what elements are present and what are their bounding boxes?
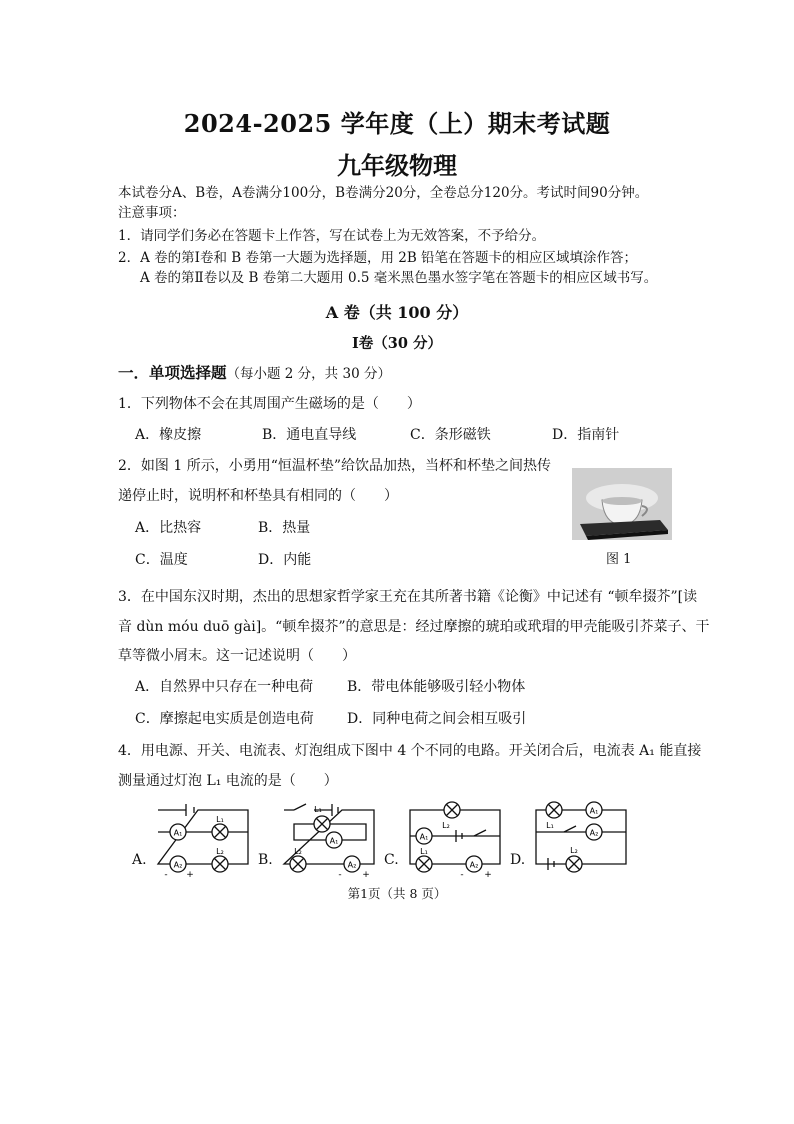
circuit-c-diagram — [402, 796, 508, 878]
notice-item-1: 1．请同学们务必在答题卡上作答，写在试卷上为无效答案，不予给分。 — [118, 228, 546, 244]
exam-title: 2024-2025 学年度（上）期末考试题 — [183, 109, 611, 138]
q3-option-d: D．同种电荷之间会相互吸引 — [347, 711, 527, 727]
q4-stem-1: 4．用电源、开关、电流表、灯泡组成下图中 4 个不同的电路。开关闭合后，电流表 A₁ 能直接 — [118, 743, 702, 759]
ammeter-a2-symbol: A₂ — [173, 860, 183, 870]
minus-sign: - — [164, 870, 168, 878]
section-1-heading — [118, 362, 391, 385]
lamp-l1-label: L₁ — [216, 815, 224, 824]
ammeter-a1-symbol: A₁ — [173, 828, 183, 838]
lamp-l1-label: L₁ — [420, 847, 428, 856]
section-1-label: 一．单项选择题 — [118, 363, 227, 382]
q2-stem-2: 递停止时，说明杯和杯垫具有相同的（ ） — [118, 488, 398, 504]
notice-item-2b: A 卷的第Ⅱ卷以及 B 卷第二大题用 0.5 毫米黑色墨水签字笔在答题卡的相应区域书写。 — [140, 270, 658, 286]
minus-sign: - — [460, 870, 464, 878]
circuit-c-label: C. — [384, 852, 399, 868]
figure-1-caption: 图 1 — [606, 552, 632, 567]
plus-sign: + — [362, 870, 370, 878]
intro-line: 本试卷分A、B卷，A卷满分100分，B卷满分20分，全卷总分120分。考试时间90分钟。 — [118, 185, 649, 201]
q3-option-b: B．带电体能够吸引轻小物体 — [347, 679, 526, 695]
page-footer: 第1页（共 8 页） — [347, 886, 447, 901]
switch-symbol — [474, 830, 486, 836]
q1-option-c: C．条形磁铁 — [410, 427, 491, 443]
q3-stem-1: 3．在中国东汉时期，杰出的思想家哲学家王充在其所著书籍《论衡》中记述有 “顿牟掇芥”[读 — [118, 589, 698, 605]
q3-stem-3: 草等微小屑末。这一记述说明（ ） — [118, 648, 356, 664]
q4-stem-2: 测量通过灯泡 L₁ 电流的是（ ） — [118, 773, 338, 789]
cup-on-warmer-image — [572, 468, 672, 540]
circuit-a-diagram — [150, 800, 256, 878]
circuit-b-label: B. — [258, 852, 273, 868]
q2-option-d: D．内能 — [258, 552, 312, 568]
figure-1-photo — [572, 468, 672, 540]
battery-symbol — [186, 804, 194, 816]
exam-subtitle: 九年级物理 — [337, 151, 457, 180]
ammeter-a1-symbol: A₁ — [419, 832, 429, 842]
minus-sign: - — [338, 870, 342, 878]
q1-option-a: A．橡皮擦 — [135, 427, 202, 443]
notice-heading: 注意事项： — [118, 205, 186, 221]
notice-item-2a: 2．A 卷的第Ⅰ卷和 B 卷第一大题为选择题，用 2B 铅笔在答题卡的相应区域填涂作答； — [118, 250, 638, 266]
ammeter-a1-symbol: A₁ — [589, 806, 599, 816]
section-i-title: Ⅰ卷（30 分） — [351, 335, 442, 352]
q2-option-a: A．比热容 — [135, 520, 202, 536]
section-1-note: （每小题 2 分，共 30 分） — [226, 366, 391, 382]
q2-option-c: C．温度 — [135, 552, 188, 568]
q3-option-a: A．自然界中只存在一种电荷 — [135, 679, 314, 695]
lamp-l2-label: L₂ — [216, 847, 224, 856]
q2-option-b: B．热量 — [258, 520, 311, 536]
ammeter-a1-symbol: A₁ — [329, 836, 339, 846]
circuit-a-label: A. — [132, 852, 147, 868]
circuit-d-label: D. — [510, 852, 526, 868]
ammeter-a2-symbol: A₂ — [347, 860, 357, 870]
switch-symbol — [564, 826, 576, 832]
q1-option-b: B．通电直导线 — [262, 427, 357, 443]
lamp-l1-label: L₁ — [546, 821, 554, 830]
section-a-title: A 卷（共 100 分） — [325, 303, 469, 322]
q1-option-d: D．指南针 — [552, 427, 620, 443]
lamp-l2-label: L₂ — [570, 846, 578, 855]
circuit-b-diagram — [276, 800, 382, 878]
circuit-d-diagram — [528, 796, 634, 878]
switch-symbol — [294, 804, 306, 810]
ammeter-a2-symbol: A₂ — [469, 860, 479, 870]
lamp-l2-label: L₂ — [442, 821, 450, 830]
q2-stem-1: 2．如图 1 所示，小勇用“恒温杯垫”给饮品加热，当杯和杯垫之间热传 — [118, 458, 552, 474]
q1-stem: 1．下列物体不会在其周围产生磁场的是（ ） — [118, 396, 421, 412]
plus-sign: + — [186, 870, 194, 878]
q3-option-c: C．摩擦起电实质是创造电荷 — [135, 711, 314, 727]
lamp-l1-label: L₁ — [314, 805, 322, 814]
lamp-l2-label: L₂ — [294, 847, 302, 856]
q3-stem-2: 音 dùn móu duō gài]。“顿牟掇芥”的意思是：经过摩擦的琥珀或玳瑁的甲壳能吸引芥菜子、干 — [118, 619, 710, 635]
ammeter-a2-symbol: A₂ — [589, 828, 599, 838]
plus-sign: + — [484, 870, 492, 878]
